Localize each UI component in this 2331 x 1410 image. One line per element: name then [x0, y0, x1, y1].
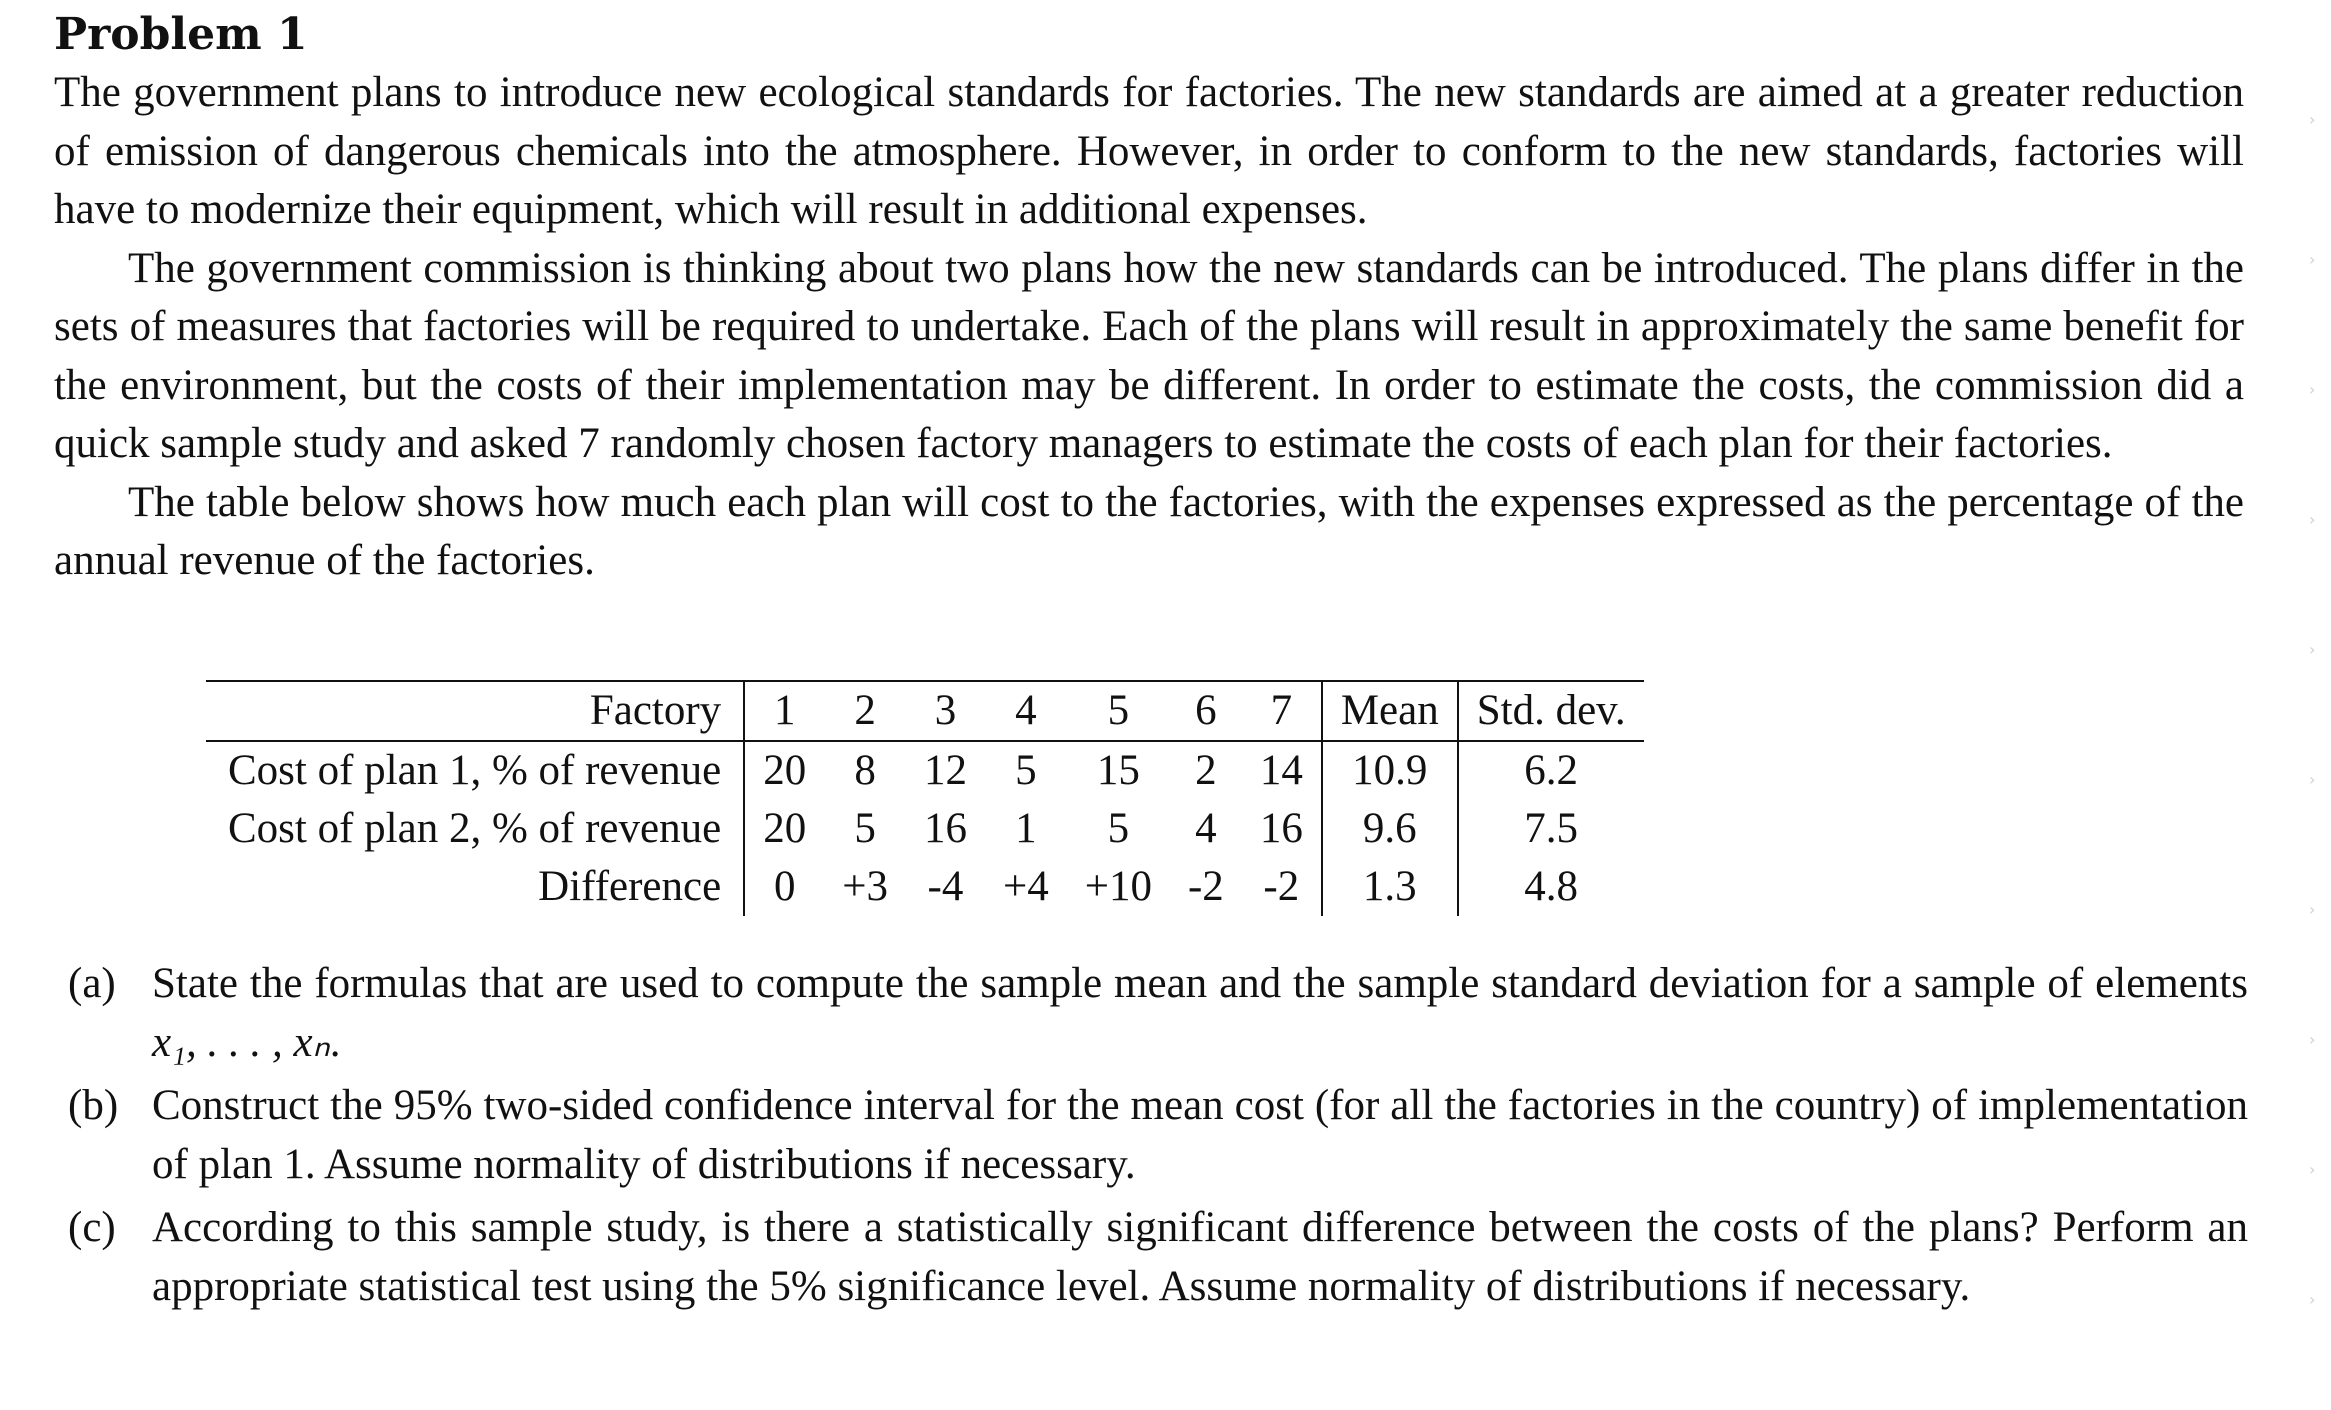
table-row — [206, 741, 1644, 800]
table-cell: 5 — [854, 805, 876, 852]
table-header-cell: 7 — [1242, 681, 1322, 741]
cost-table — [206, 680, 1644, 916]
question-item — [68, 1199, 2248, 1316]
chevron-right-icon: › — [2309, 250, 2316, 269]
question-item — [68, 1077, 2248, 1194]
table-cell: 0 — [744, 858, 824, 916]
question-item — [68, 955, 2248, 1072]
problem-title: Problem 1 — [54, 9, 308, 60]
question-label: (c) — [68, 1204, 116, 1251]
question-text: Construct the 95% two-sided confidence interval for the mean cost (for all the factories in the country) of implementation of plan 1. Assume normality of distributions if necessary. — [152, 1082, 2248, 1188]
chevron-right-icon: › — [2309, 510, 2316, 529]
question-label: (b) — [68, 1082, 119, 1129]
chevron-right-icon: › — [2309, 380, 2316, 399]
table-cell: 14 — [1259, 747, 1303, 794]
question-text-part: State the formulas that are used to compute the sample mean and the sample standard deviation for a sample of elements — [152, 960, 2248, 1007]
table-cell: +4 — [1002, 863, 1049, 910]
chevron-right-icon: › — [2309, 900, 2316, 919]
table-cell: 1.3 — [1322, 858, 1458, 916]
paragraph-table-intro: The table below shows how much each plan will cost to the factories, with the expenses expressed as the percentage of the annual revenue of the factories. — [54, 478, 2244, 584]
row-label: Cost of plan 1, % of revenue — [228, 747, 722, 794]
table-cell: 15 — [1096, 747, 1140, 794]
paragraph-plans: The government commission is thinking about two plans how the new standards can be introduced. The plans differ in the sets of measures that factories will be required to undertake. Each of the plans will result in approximately the same benefit for the environment, but the costs of their implementation may be different. In order to estimate the costs, the commission did a quick sample study and asked 7 randomly chosen factory managers to estimate the costs of each plan for their factories. — [54, 244, 2244, 467]
table-header-cell: 6 — [1170, 681, 1242, 741]
math-expression: x₁, . . . , xₙ — [152, 1018, 330, 1066]
table-header-row — [206, 681, 1644, 741]
table-header-cell: 1 — [744, 681, 824, 741]
table-cell: +10 — [1084, 863, 1152, 910]
table-cell: 2 — [1195, 747, 1217, 794]
table-cell: -4 — [927, 863, 964, 910]
table-header-cell: Std. dev. — [1458, 681, 1644, 741]
row-label: Cost of plan 2, % of revenue — [228, 805, 722, 852]
table-cell: 12 — [923, 747, 967, 794]
chevron-right-icon: › — [2309, 640, 2316, 659]
question-text: According to this sample study, is there a statistically significant difference between the costs of the plans? Perform an appropriate statistical test using the 5% significance level. Assume normality of distributions if necessary. — [152, 1204, 2248, 1310]
question-text — [152, 955, 2248, 1072]
table-cell: 5 — [1015, 747, 1037, 794]
row-label: Difference — [538, 863, 722, 910]
table-cell: +3 — [842, 863, 888, 910]
table-cell: 16 — [1259, 805, 1303, 852]
table-cell: -2 — [1187, 863, 1224, 910]
problem-section — [54, 6, 2244, 591]
cost-table-wrapper — [206, 680, 1996, 916]
chevron-right-icon: › — [2309, 1290, 2316, 1309]
table-row — [206, 858, 1644, 916]
table-cell: 16 — [923, 805, 967, 852]
table-header-cell: 2 — [824, 681, 906, 741]
table-cell: 6.2 — [1458, 741, 1644, 800]
table-header-cell: Mean — [1322, 681, 1458, 741]
table-cell: 7.5 — [1458, 800, 1644, 858]
table-header-cell: 5 — [1067, 681, 1170, 741]
table-cell: -2 — [1263, 863, 1300, 910]
questions-list — [68, 955, 2248, 1321]
table-cell: 8 — [854, 747, 876, 794]
paragraph-intro: The government plans to introduce new ecological standards for factories. The new standards are aimed at a greater reduction of emission of dangerous chemicals into the atmosphere. However, in order to conform to the new standards, factories will have to modernize their equipment, which will result in additional expenses. — [54, 69, 2244, 233]
table-cell: 20 — [744, 741, 824, 800]
table-cell: 20 — [744, 800, 824, 858]
table-header-cell: 3 — [906, 681, 985, 741]
chevron-right-icon: › — [2309, 110, 2316, 129]
chevron-right-icon: › — [2309, 770, 2316, 789]
table-cell: 1 — [1015, 805, 1037, 852]
table-cell: 10.9 — [1322, 741, 1458, 800]
table-cell: 4.8 — [1458, 858, 1644, 916]
table-row — [206, 800, 1644, 858]
table-header-cell: 4 — [985, 681, 1067, 741]
question-label: (a) — [68, 960, 116, 1007]
table-cell: 5 — [1107, 805, 1130, 852]
table-cell: 4 — [1195, 805, 1217, 852]
table-header-cell: Factory — [206, 681, 744, 741]
chevron-right-icon: › — [2309, 1160, 2316, 1179]
table-cell: 9.6 — [1322, 800, 1458, 858]
question-text-part: . — [329, 1018, 341, 1066]
chevron-right-icon: › — [2309, 1030, 2316, 1049]
